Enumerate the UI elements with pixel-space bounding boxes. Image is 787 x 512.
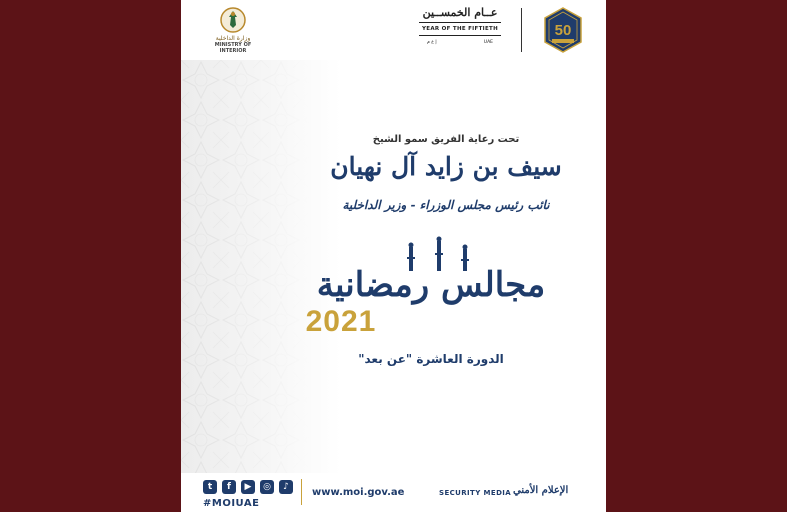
ministry-name-ar: وزارة الداخلية	[215, 35, 251, 42]
jubilee-number: 50	[554, 22, 572, 39]
jubilee-50-logo-icon	[542, 6, 584, 54]
year-of-fiftieth-logo	[419, 6, 501, 54]
hashtag: #MOIUAE	[203, 498, 260, 509]
header	[181, 0, 606, 60]
year-of-fiftieth-ar: عــام الخمســين	[422, 6, 498, 19]
year-foot-left: إ ع م	[427, 40, 437, 45]
event-year: 2021	[305, 305, 377, 338]
session-label: الدورة العاشرة "عن بعد"	[358, 352, 504, 366]
ministry-logo	[203, 6, 263, 54]
year-of-fiftieth-rule	[419, 22, 501, 23]
sheikh-name: سيف بن زايد آل نهيان	[330, 152, 562, 181]
main-content	[181, 60, 606, 473]
footer-divider	[301, 479, 302, 505]
website-link[interactable]: www.moi.gov.ae	[312, 487, 405, 498]
falcon-emblem-icon	[220, 6, 246, 34]
facebook-icon[interactable]: f	[222, 480, 236, 494]
youtube-icon[interactable]: ▶	[241, 480, 255, 494]
year-of-fiftieth-rule-2	[419, 35, 501, 36]
sheikh-title: نائب رئيس مجلس الوزراء - وزير الداخلية	[342, 198, 550, 212]
security-media-en: SECURITY MEDIA	[439, 489, 512, 497]
twitter-icon[interactable]: t	[203, 480, 217, 494]
header-divider	[521, 8, 522, 52]
ministry-name-en: MINISTRY OF INTERIOR	[214, 42, 252, 54]
poster	[181, 0, 606, 512]
social-links	[203, 480, 293, 494]
instagram-icon[interactable]: ◎	[260, 480, 274, 494]
majalis-title: مجالس رمضانية	[316, 265, 546, 305]
year-of-fiftieth-en: YEAR OF THE FIFTIETH	[422, 26, 498, 32]
year-of-fiftieth-footer	[419, 40, 501, 45]
tiktok-icon[interactable]: ♪	[279, 480, 293, 494]
patron-line: تحت رعاية الفريق سمو الشيخ	[372, 134, 520, 145]
footer	[181, 473, 606, 512]
year-foot-right: UAE	[483, 40, 493, 45]
security-media-ar: الإعلام الأمني	[513, 485, 569, 496]
